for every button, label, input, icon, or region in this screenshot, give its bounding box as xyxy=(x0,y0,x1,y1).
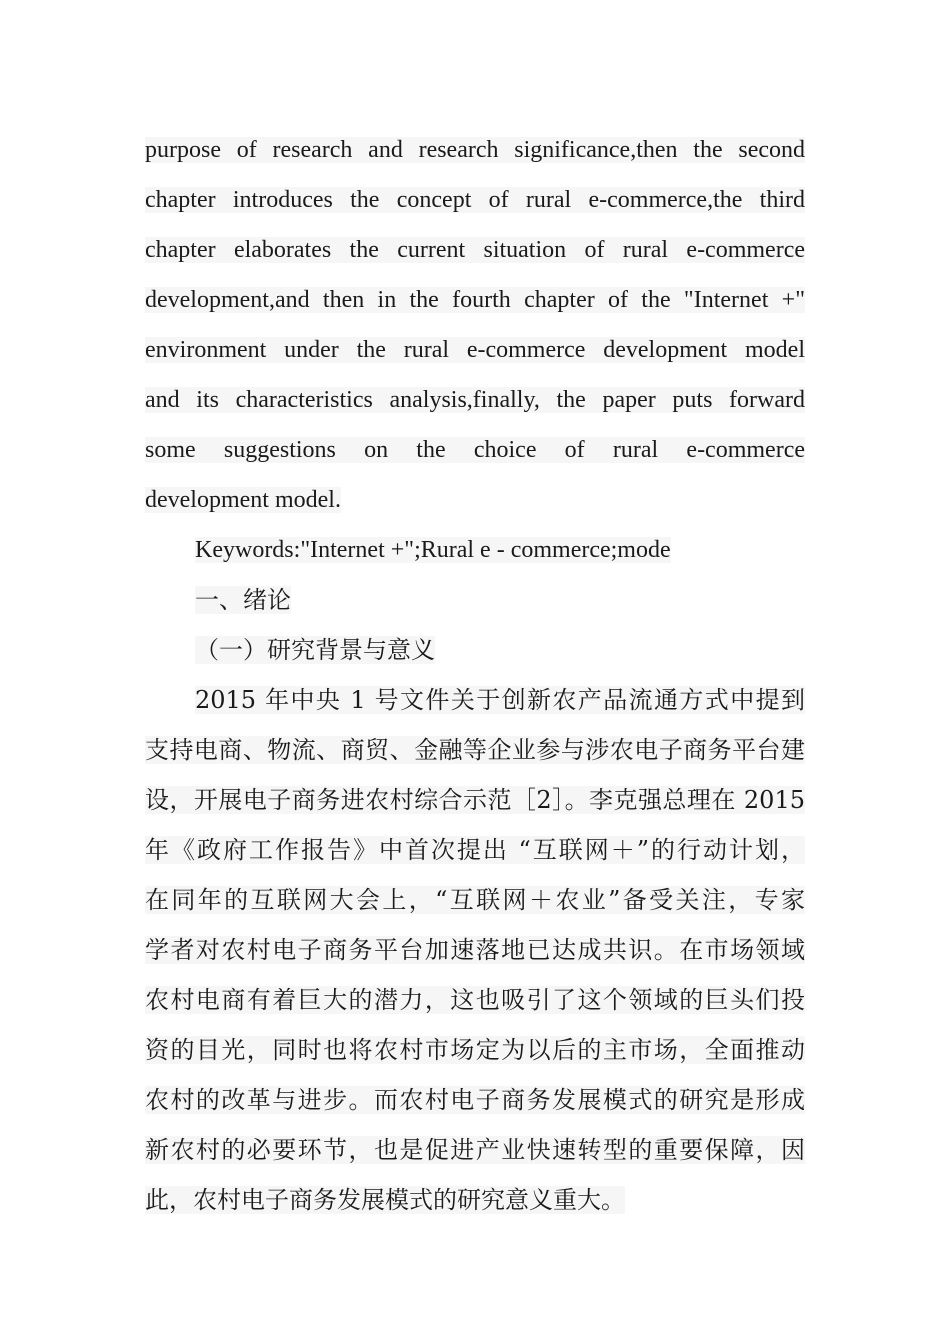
body-line: 学者对农村电子商务平台加速落地已达成共识。在市场领域 xyxy=(145,936,805,964)
subsection-heading: （一）研究背景与意义 xyxy=(195,636,435,664)
abstract-line: development,and then in the fourth chapter of the "Internet +" xyxy=(145,287,805,313)
body-line: 设，开展电子商务进农村综合示范［2］。李克强总理在 2015 xyxy=(145,786,805,814)
abstract-line-last: development model. xyxy=(145,487,341,513)
body-line: 农村的改革与进步。而农村电子商务发展模式的研究是形成 xyxy=(145,1086,805,1114)
body-line: 年《政府工作报告》中首次提出 “互联网＋”的行动计划， xyxy=(145,836,805,864)
body-line: 支持电商、物流、商贸、金融等企业参与涉农电子商务平台建 xyxy=(145,736,805,764)
abstract-line: and its characteristics analysis,finally, the paper puts forward xyxy=(145,387,805,413)
abstract-line: chapter introduces the concept of rural e-commerce,the third xyxy=(145,187,805,213)
abstract-line: environment under the rural e-commerce development model xyxy=(145,337,805,363)
body-line: 农村电商有着巨大的潜力，这也吸引了这个领域的巨头们投 xyxy=(145,986,805,1014)
body-line: 2015 年中央 1 号文件关于创新农产品流通方式中提到 xyxy=(195,686,805,714)
abstract-line: chapter elaborates the current situation of rural e-commerce xyxy=(145,237,805,263)
body-line: 新农村的必要环节，也是促进产业快速转型的重要保障，因 xyxy=(145,1136,805,1164)
keywords-line: Keywords:"Internet +";Rural e - commerce;mode xyxy=(195,537,671,563)
body-line: 资的目光，同时也将农村市场定为以后的主市场，全面推动 xyxy=(145,1036,805,1064)
abstract-line: purpose of research and research significance,then the second xyxy=(145,137,805,163)
abstract-line: some suggestions on the choice of rural e-commerce xyxy=(145,437,805,463)
section-heading: 一、绪论 xyxy=(195,586,291,614)
body-line: 在同年的互联网大会上，“互联网＋农业”备受关注，专家 xyxy=(145,886,805,914)
abstract-english xyxy=(145,125,805,1225)
body-line-last: 此，农村电子商务发展模式的研究意义重大。 xyxy=(145,1186,625,1214)
